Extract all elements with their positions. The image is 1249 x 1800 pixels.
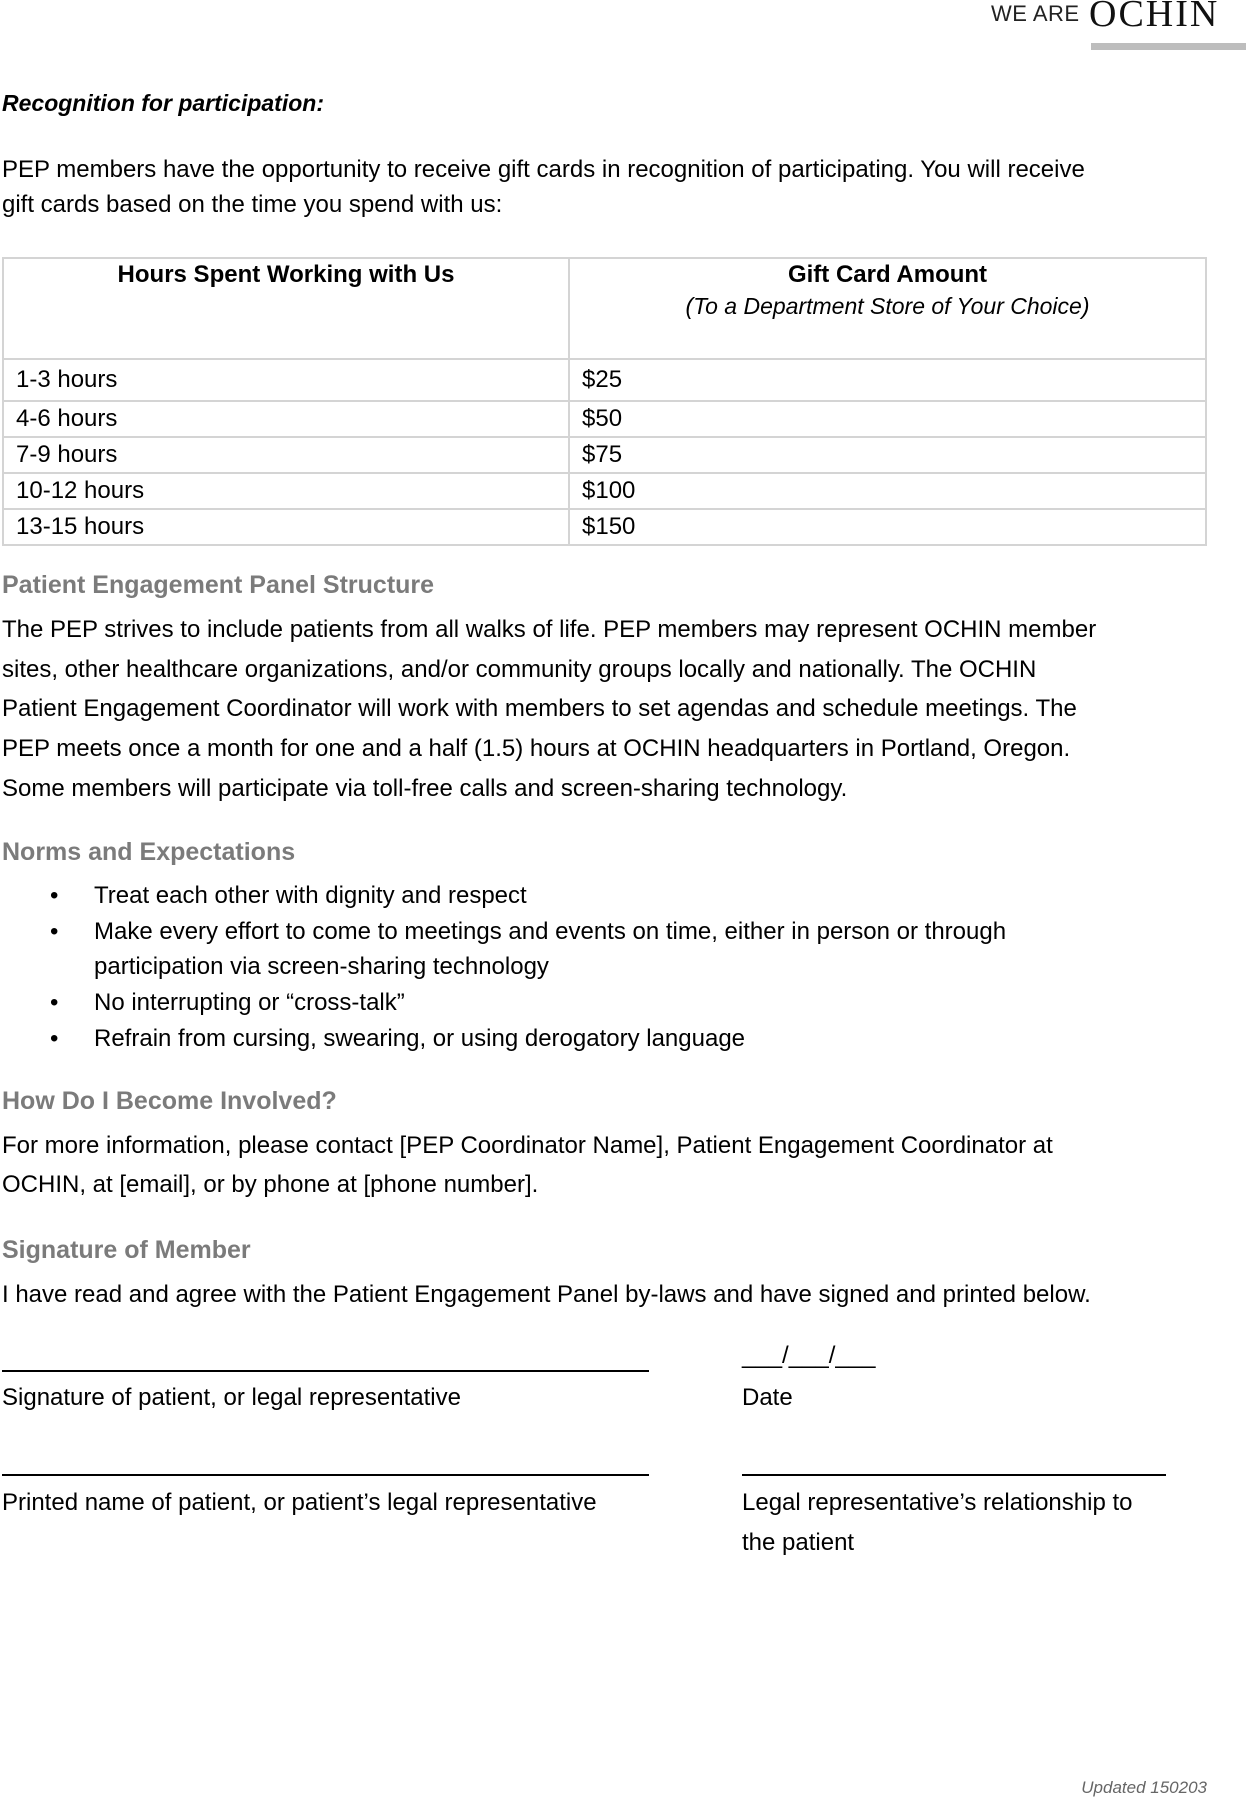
amount-cell: $25 xyxy=(569,359,1206,401)
logo-underline xyxy=(1091,43,1246,50)
table-row xyxy=(3,509,1206,545)
logo-prefix: WE ARE xyxy=(991,1,1080,26)
amount-header-sublabel: (To a Department Store of Your Choice) xyxy=(685,293,1090,319)
structure-line-3: Patient Engagement Coordinator will work with members to set agendas and schedule meetings. The xyxy=(2,695,1077,722)
logo-name: OCHIN xyxy=(1089,0,1220,35)
list-item xyxy=(2,878,1152,913)
amount-cell: $50 xyxy=(569,401,1206,437)
bullet-icon: • xyxy=(50,882,59,909)
list-item xyxy=(2,914,1152,984)
structure-line-1: The PEP strives to include patients from all walks of life. PEP members may represent OCHIN member xyxy=(2,616,1097,643)
involved-heading: How Do I Become Involved? xyxy=(2,1087,337,1115)
recognition-line-1: PEP members have the opportunity to receive gift cards in recognition of participating. You will receive xyxy=(2,156,1085,183)
relationship-label-line-1: Legal representative’s relationship to xyxy=(742,1489,1133,1516)
structure-line-5: Some members will participate via toll-free calls and screen-sharing technology. xyxy=(2,775,848,802)
amount-cell: $100 xyxy=(569,473,1206,509)
hours-cell: 4-6 hours xyxy=(3,401,569,437)
table-row xyxy=(3,359,1206,401)
norm-text: Refrain from cursing, swearing, or using derogatory language xyxy=(94,1025,746,1052)
signature-line[interactable] xyxy=(2,1370,649,1372)
norms-list xyxy=(2,878,1152,1056)
structure-line-2: sites, other healthcare organizations, and/or community groups locally and nationally. The OCHIN xyxy=(2,656,1037,683)
bullet-icon: • xyxy=(50,1025,59,1052)
norm-text-continued: participation via screen-sharing technology xyxy=(94,953,549,980)
printed-name-line[interactable] xyxy=(2,1474,649,1476)
amount-cell: $75 xyxy=(569,437,1206,473)
bullet-icon: • xyxy=(50,989,59,1016)
signature-statement: I have read and agree with the Patient Engagement Panel by-laws and have signed and printed below. xyxy=(2,1281,1091,1308)
table-header-row xyxy=(3,258,1206,359)
hours-cell: 13-15 hours xyxy=(3,509,569,545)
hours-column-header xyxy=(3,258,569,359)
printed-name-label: Printed name of patient, or patient’s legal representative xyxy=(2,1489,597,1516)
norm-text: Treat each other with dignity and respect xyxy=(94,882,527,909)
table-row xyxy=(3,401,1206,437)
structure-line-4: PEP meets once a month for one and a half (1.5) hours at OCHIN headquarters in Portland, Oregon. xyxy=(2,735,1071,762)
ochin-logo xyxy=(989,0,1249,52)
hours-cell: 1-3 hours xyxy=(3,359,569,401)
recognition-heading: Recognition for participation: xyxy=(2,90,324,116)
relationship-line[interactable] xyxy=(742,1474,1166,1476)
involved-line-2: OCHIN, at [email], or by phone at [phone number]. xyxy=(2,1171,539,1198)
involved-line-1: For more information, please contact [PEP Coordinator Name], Patient Engagement Coordinator at xyxy=(2,1132,1053,1159)
date-label: Date xyxy=(742,1384,793,1411)
norm-text: No interrupting or “cross-talk” xyxy=(94,989,405,1016)
gift-card-table xyxy=(2,257,1207,546)
hours-cell: 10-12 hours xyxy=(3,473,569,509)
date-field[interactable]: ___/___/___ xyxy=(742,1342,876,1369)
signature-label: Signature of patient, or legal representative xyxy=(2,1384,461,1411)
table-row xyxy=(3,473,1206,509)
bullet-icon: • xyxy=(50,918,59,945)
list-item xyxy=(2,985,1152,1020)
hours-cell: 7-9 hours xyxy=(3,437,569,473)
hours-header-label: Hours Spent Working with Us xyxy=(117,261,455,288)
table-row xyxy=(3,437,1206,473)
recognition-line-2: gift cards based on the time you spend with us: xyxy=(2,191,503,218)
amount-header-label: Gift Card Amount xyxy=(787,261,988,288)
amount-cell: $150 xyxy=(569,509,1206,545)
norms-heading: Norms and Expectations xyxy=(2,838,296,866)
updated-footer: Updated 150203 xyxy=(1081,1778,1207,1797)
amount-column-header xyxy=(569,258,1206,359)
structure-heading: Patient Engagement Panel Structure xyxy=(2,571,435,599)
relationship-label-line-2: the patient xyxy=(742,1529,855,1556)
signature-heading: Signature of Member xyxy=(2,1236,251,1264)
list-item xyxy=(2,1021,1152,1056)
norm-text: Make every effort to come to meetings and events on time, either in person or through xyxy=(94,918,1007,945)
